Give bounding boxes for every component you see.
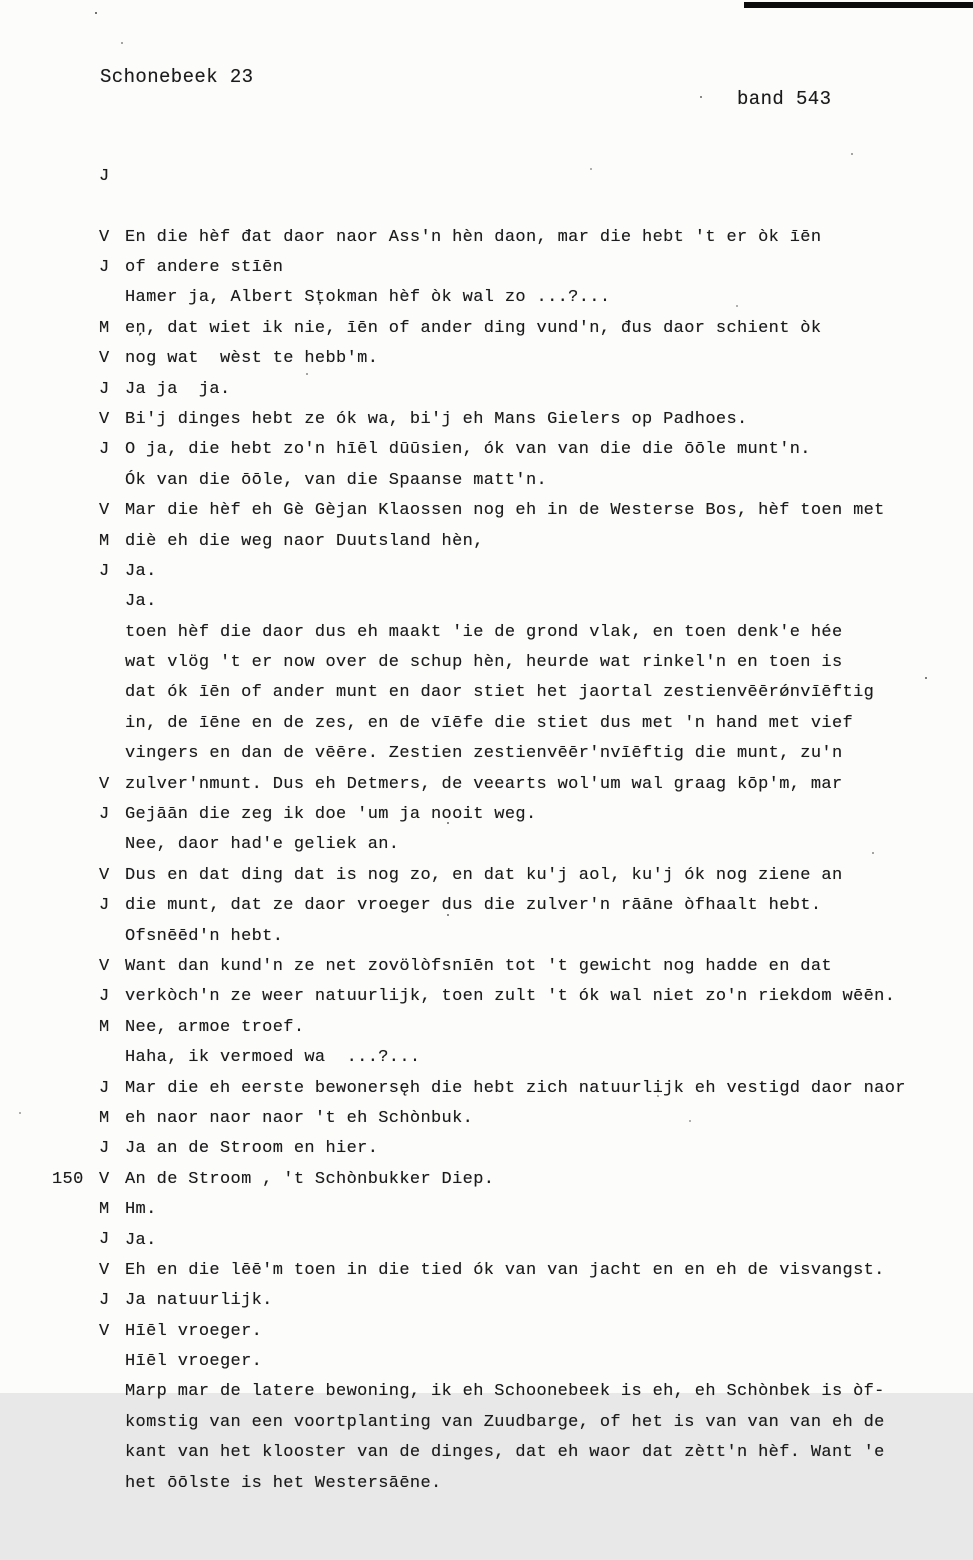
utterance-text: Ja an de Stroom en hier. — [125, 1139, 379, 1159]
speaker-label: V — [99, 956, 110, 976]
speaker-label: J — [99, 1078, 110, 1098]
line-number: 150 — [52, 1169, 84, 1189]
speaker-label: V — [99, 409, 110, 429]
speaker-label: M — [99, 1200, 110, 1220]
utterance-text: Ja. — [125, 561, 157, 581]
speaker-label: M — [99, 531, 110, 551]
scan-edge-artifact — [744, 2, 973, 8]
speaker-label: V — [99, 774, 110, 794]
band-label: band 543 — [737, 88, 832, 110]
utterance-text: An de Stroom , 't Schònbukker Diep. — [125, 1169, 495, 1189]
speaker-label: J — [99, 805, 110, 825]
utterance-text: Hīēl vroeger. — [125, 1352, 263, 1372]
speaker-label: J — [99, 166, 110, 186]
utterance-text: in, de īēne en de zes, en de vīēfe die stiet dus met 'n hand met vief — [125, 713, 854, 733]
transcript-line — [0, 101, 973, 247]
utterance-text: Haha, ik vermoed wa ...?... — [125, 1048, 421, 1068]
utterance-text: Ja ja ja. — [125, 379, 231, 399]
scan-noise-specks — [0, 0, 2, 2]
utterance-text: of andere stīēn — [125, 258, 284, 278]
page-header — [0, 44, 973, 110]
utterance-text: Ofsnēēd'n hebt. — [125, 926, 284, 946]
speaker-label: V — [99, 1260, 110, 1280]
speaker-label: J — [99, 987, 110, 1007]
utterance-text: Gejāān die zeg ik doe 'um ja nooit weg. — [125, 805, 537, 825]
speaker-label: V — [99, 227, 110, 247]
utterance-text: Nee, armoe troef. — [125, 1017, 305, 1037]
utterance-text: komstig van een voortplanting van Zuudbarge, of het is van van van eh de — [125, 1412, 885, 1432]
utterance-text: Nee, daor had'e geliek an. — [125, 835, 400, 855]
utterance-text: Ók van die ōōle, van die Spaanse matt'n. — [125, 470, 548, 490]
utterance-text: verkòch'n ze weer natuurlijk, toen zult 't ók wal niet zo'n riekdom wēēn. — [125, 987, 896, 1007]
transcript — [0, 101, 973, 1493]
speaker-label: V — [99, 501, 110, 521]
utterance-text: diè eh die weg naor Duutsland hèn, — [125, 531, 484, 551]
speaker-label: J — [99, 257, 110, 277]
utterance-text: Hīēl vroeger. — [125, 1321, 263, 1341]
utterance-text: zulver'nmunt. Dus eh Detmers, de veearts wol'um wal graag kōp'm, mar — [125, 774, 843, 794]
speaker-label: J — [99, 1139, 110, 1159]
utterance-text: Mar die eh eerste bewonersęh die hebt zich natuurlijk eh vestigd daor naor — [125, 1078, 906, 1098]
utterance-text: Hm. — [125, 1200, 157, 1220]
utterance-text: die munt, dat ze daor vroeger dus die zulver'n rāāne òfhaalt hebt. — [125, 896, 822, 916]
utterance-text: Ja. — [125, 1230, 157, 1250]
utterance-text: kant van het klooster van de dinges, dat eh waor dat zètt'n hèf. Want 'e — [125, 1443, 885, 1463]
utterance-text: Marp mar de latere bewoning, ik eh Schoonebeek is eh, eh Schònbek is òf- — [125, 1382, 885, 1402]
utterance-text: Bi'j dinges hebt ze ók wa, bi'j eh Mans Gielers op Padhoes. — [125, 409, 748, 429]
utterance-text: Dus en dat ding dat is nog zo, en dat ku'j aol, ku'j ók nog ziene an — [125, 865, 843, 885]
speaker-label: V — [99, 865, 110, 885]
utterance-text: dat ók īēn of ander munt en daor stiet het jaortal zestienvēērǿnvīēftig — [125, 683, 875, 703]
speaker-label: J — [99, 1230, 110, 1250]
speaker-label: J — [99, 896, 110, 916]
utterance-text: het ōōlste is het Westersāēne. — [125, 1473, 442, 1493]
speaker-label: V — [99, 1321, 110, 1341]
utterance-text: eņ, dat wiet ik nie, īēn of ander ding vund'n, đus daor schient òk — [125, 318, 822, 338]
utterance-text: Want dan kund'n ze net zovölòfsnīēn tot 't gewicht nog hadde en dat — [125, 957, 832, 976]
utterance-text: Mar die hèf eh Gè Gèjan Klaossen nog eh in de Westerse Bos, hèf toen met — [125, 501, 885, 521]
utterance-text: toen hèf die daor dus eh maakt 'ie de grond vlak, en toen denk'e hée — [125, 622, 843, 642]
utterance-text: wat vlög 't er now over de schup hèn, heurde wat rinkel'n en toen is — [125, 653, 843, 673]
utterance-text: eh naor naor naor 't eh Schònbuk. — [125, 1108, 474, 1128]
utterance-text: Hamer ja, Albert Sțokman hèf òk wal zo ...?... — [125, 288, 611, 308]
utterance-text: Ja natuurlijk. — [125, 1291, 273, 1311]
utterance-text: En die hèf đat daor naor Ass'n hèn daon, mar die hebt 't er òk īēn — [125, 227, 822, 247]
speaker-label: M — [99, 1108, 110, 1128]
utterance-text: Eh en die lēē'm toen in die tied ók van van jacht en en eh de visvangst. — [125, 1260, 885, 1280]
speaker-label: V — [99, 349, 110, 369]
speaker-label: J — [99, 561, 110, 581]
utterance-text: Ja. — [125, 592, 157, 612]
utterance-text: O ja, die hebt zo'n hīēl dūūsien, ók van van die die ōōle munt'n. — [125, 440, 811, 460]
utterance-text: nog wat wèst te hebb'm. — [125, 349, 379, 369]
speaker-label: M — [99, 1017, 110, 1037]
speaker-label: M — [99, 318, 110, 338]
speaker-label: J — [99, 440, 110, 460]
speaker-label: V — [99, 1169, 110, 1189]
speaker-label: J — [99, 379, 110, 399]
document-title: Schonebeek 23 — [100, 66, 254, 88]
speaker-label: J — [99, 1291, 110, 1311]
utterance-text: vingers en dan de vēēre. Zestien zestienvēēr'nvīēftig die munt, zu'n — [125, 744, 843, 764]
